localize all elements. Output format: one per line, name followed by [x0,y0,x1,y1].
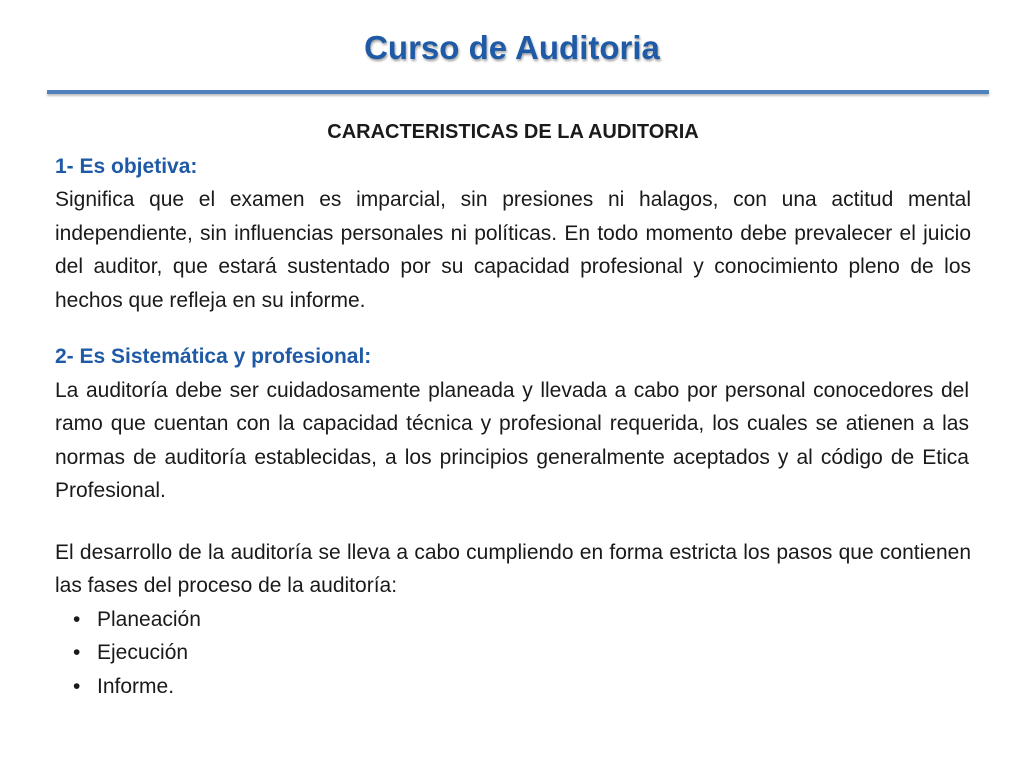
section1-heading: 1- Es objetiva: [55,154,198,178]
list-item [73,670,971,704]
section2-body: La auditoría debe ser cuidadosamente planeada y llevada a cabo por personal conocedores del ramo que cuentan con la capacidad técnica y profesional requerida, los cuales se atienen a las normas de auditoría establecidas, a los principios generalmente aceptados y al código de Etica Profesional. [55,378,969,502]
list-item [73,603,971,637]
slide-content [55,116,971,703]
list-item-label: Ejecución [97,641,189,664]
bullet-icon: • [73,641,81,664]
bullet-icon: • [73,607,81,631]
list-item-label: Informe. [97,674,175,698]
section3-body: El desarrollo de la auditoría se lleva a cabo cumpliendo en forma estricta los pasos que contienen las fases del proceso de la auditoría: [55,540,971,597]
section1-body: Significa que el examen es imparcial, sin presiones ni halagos, con una actitud mental independiente, sin influencias personales ni políticas. En todo momento debe prevalecer el juicio del auditor, que estará sustentado por su capacidad profesional y conocimiento pleno de los hechos que refleja en su informe. [55,188,971,312]
slide-title: Curso de Auditoria [364,29,660,66]
slide-subtitle: CARACTERISTICAS DE LA AUDITORIA [327,121,699,143]
spacer [55,508,971,536]
title-divider [47,90,989,94]
bullet-icon: • [73,674,81,698]
spacer [55,317,971,340]
phases-list [55,603,971,704]
list-item [73,636,971,670]
list-item-label: Planeación [97,607,201,631]
section2-heading: 2- Es Sistemática y profesional: [55,345,372,368]
